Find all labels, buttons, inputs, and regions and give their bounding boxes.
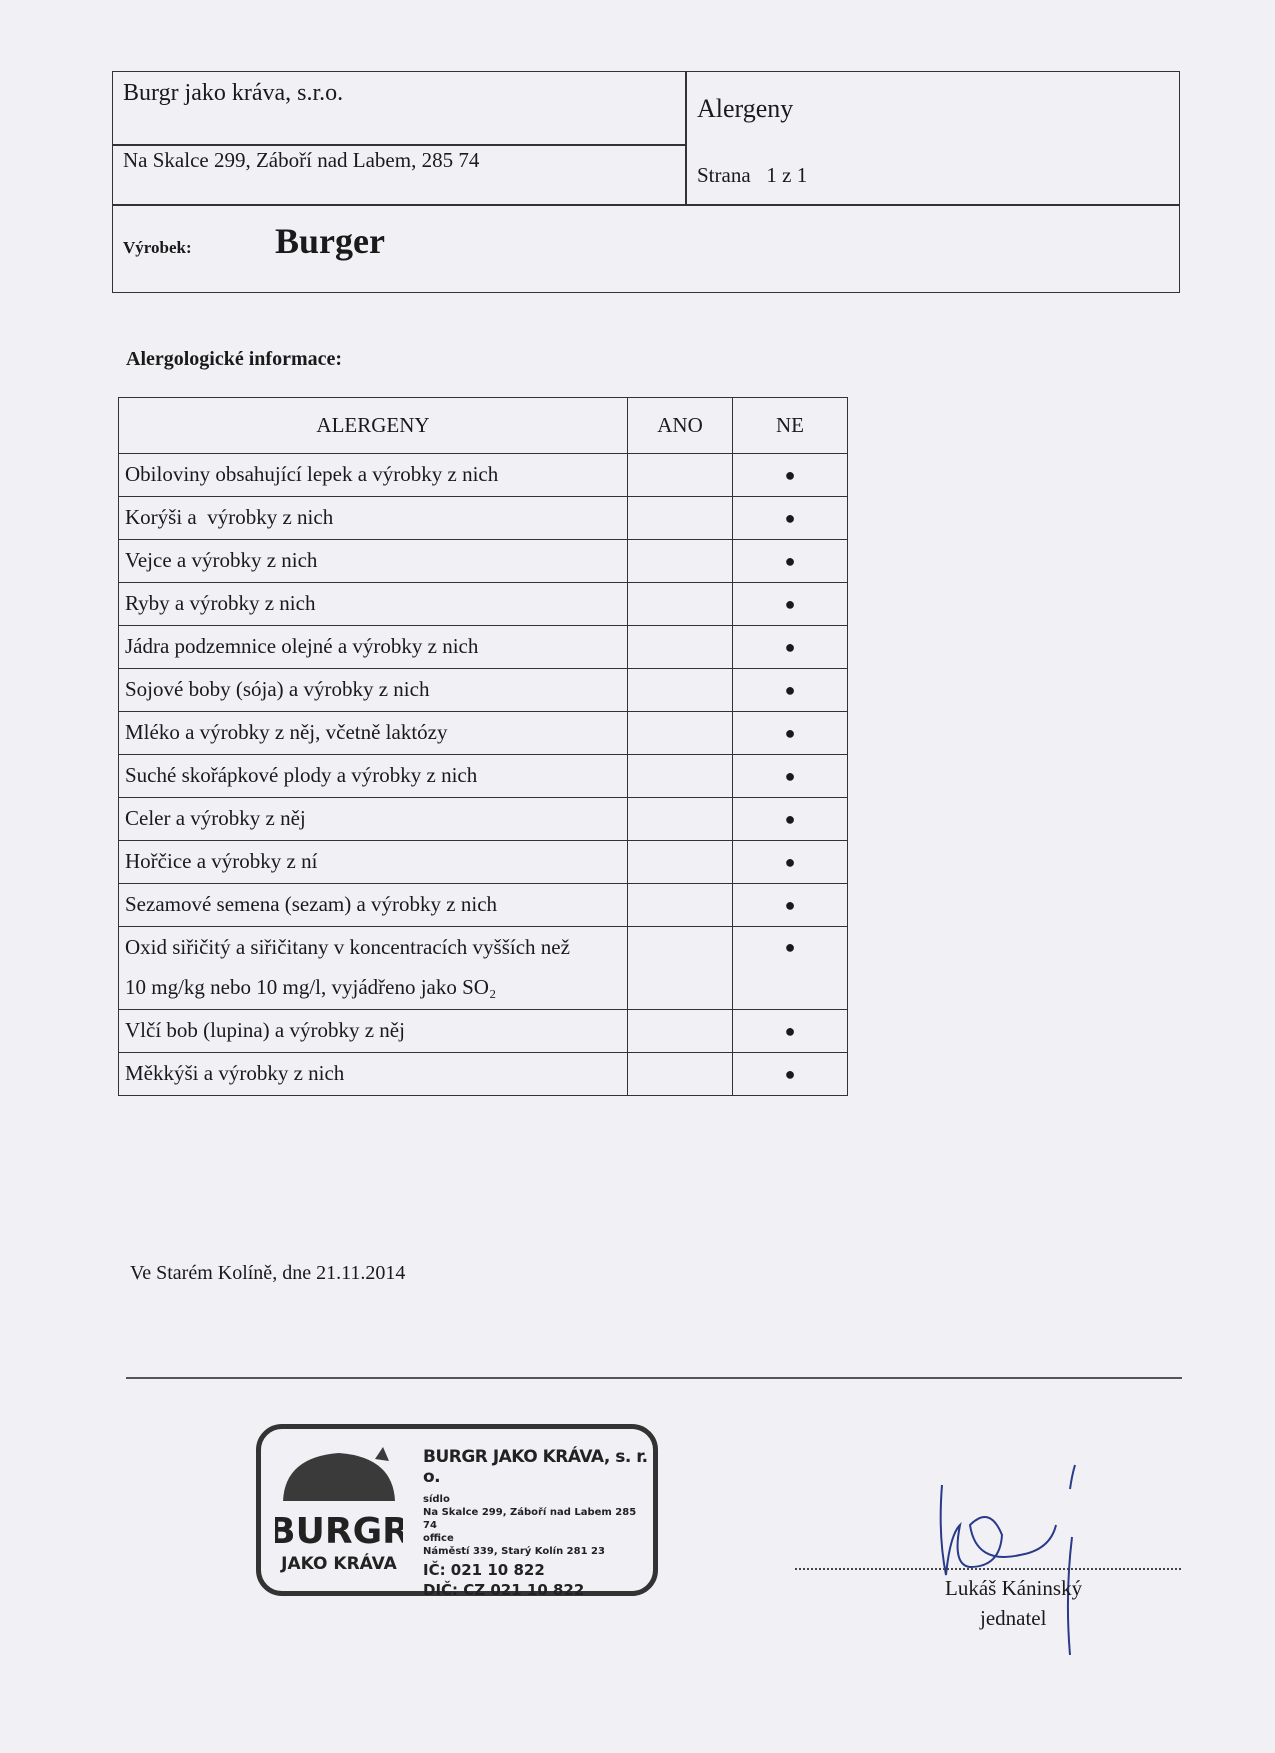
allergen-name: Mléko a výrobky z něj, včetně laktózy [119, 712, 628, 755]
stamp-dic: DIČ: CZ 021 10 822 [423, 1581, 585, 1599]
no-mark: ● [733, 798, 848, 841]
stamp-company: BURGR JAKO KRÁVA, s. r. o. [423, 1447, 648, 1487]
stamp-seat-label: sídlo [423, 1494, 450, 1505]
yes-cell [628, 669, 733, 712]
allergen-name: Vejce a výrobky z nich [119, 540, 628, 583]
table-row [119, 583, 848, 626]
allergen-name: Vlčí bob (lupina) a výrobky z něj [119, 1010, 628, 1053]
allergen-name-line2: 10 mg/kg nebo 10 mg/l, vyjádřeno jako SO₂ [125, 975, 497, 999]
no-mark: ● [733, 755, 848, 798]
yes-cell [628, 540, 733, 583]
yes-cell [628, 841, 733, 884]
logo-bottom-text: JAKO KRÁVA [281, 1554, 397, 1574]
no-mark: ● [733, 454, 848, 497]
table-row [119, 927, 848, 1010]
allergen-name: Celer a výrobky z něj [119, 798, 628, 841]
table-row [119, 798, 848, 841]
table-row [119, 454, 848, 497]
company-stamp [256, 1424, 658, 1599]
yes-cell [628, 927, 733, 1010]
allergen-name: Suché skořápkové plody a výrobky z nich [119, 755, 628, 798]
no-mark: ● [733, 927, 848, 1010]
company-name: Burgr jako kráva, s.r.o. [123, 80, 344, 106]
section-title: Alergologické informace: [126, 348, 343, 370]
allergen-name: Jádra podzemnice olejné a výrobky z nich [119, 626, 628, 669]
document-title: Alergeny [697, 94, 794, 123]
col-header-yes: ANO [628, 398, 733, 454]
no-mark: ● [733, 884, 848, 927]
yes-cell [628, 626, 733, 669]
no-mark: ● [733, 841, 848, 884]
burger-logo-icon [275, 1443, 403, 1578]
table-row [119, 1010, 848, 1053]
yes-cell [628, 497, 733, 540]
stamp-text [423, 1447, 653, 1600]
allergen-name: Korýši a výrobky z nich [119, 497, 628, 540]
table-row [119, 712, 848, 755]
yes-cell [628, 884, 733, 927]
stamp-seat: Na Skalce 299, Záboří nad Labem 285 74 [423, 1507, 637, 1531]
allergen-name: Měkkýši a výrobky z nich [119, 1053, 628, 1096]
signature-line [795, 1568, 1181, 1570]
place-and-date: Ve Starém Kolíně, dne 21.11.2014 [130, 1262, 406, 1284]
allergen-table [118, 397, 848, 1096]
allergen-name-line1: Oxid siřičitý a siřičitany v koncentracích vyšších než [125, 935, 570, 959]
table-row [119, 841, 848, 884]
allergen-name: Hořčice a výrobky z ní [119, 841, 628, 884]
table-row [119, 540, 848, 583]
stamp-ic: IČ: 021 10 822 [423, 1561, 545, 1579]
no-mark: ● [733, 712, 848, 755]
yes-cell [628, 755, 733, 798]
allergen-name: Ryby a výrobky z nich [119, 583, 628, 626]
col-header-no: NE [733, 398, 848, 454]
stamp-office-label: office [423, 1533, 454, 1544]
page-number: Strana 1 z 1 [697, 163, 808, 187]
no-mark: ● [733, 1010, 848, 1053]
table-row [119, 755, 848, 798]
yes-cell [628, 454, 733, 497]
allergen-name: Obiloviny obsahující lepek a výrobky z nich [119, 454, 628, 497]
product-name: Burger [275, 221, 385, 261]
no-mark: ● [733, 626, 848, 669]
product-label: Výrobek: [123, 238, 192, 257]
stamp-office: Náměstí 339, Starý Kolín 281 23 [423, 1546, 605, 1557]
signer-role: jednatel [980, 1606, 1047, 1630]
yes-cell [628, 798, 733, 841]
table-row [119, 1053, 848, 1096]
logo-top-text: BURGR [275, 1511, 403, 1552]
header-box [112, 71, 1180, 293]
table-header-row [119, 398, 848, 454]
col-header-allergens: ALERGENY [119, 398, 628, 454]
no-mark: ● [733, 1053, 848, 1096]
table-row [119, 669, 848, 712]
allergen-name: Sojové boby (sója) a výrobky z nich [119, 669, 628, 712]
no-mark: ● [733, 497, 848, 540]
table-row [119, 884, 848, 927]
yes-cell [628, 1053, 733, 1096]
no-mark: ● [733, 583, 848, 626]
table-row [119, 626, 848, 669]
yes-cell [628, 712, 733, 755]
yes-cell [628, 1010, 733, 1053]
company-address: Na Skalce 299, Záboří nad Labem, 285 74 [123, 148, 480, 172]
allergen-name [119, 927, 628, 1010]
signer-name: Lukáš Káninský [945, 1576, 1083, 1600]
table-row [119, 497, 848, 540]
yes-cell [628, 583, 733, 626]
no-mark: ● [733, 540, 848, 583]
allergen-name: Sezamové semena (sezam) a výrobky z nich [119, 884, 628, 927]
no-mark: ● [733, 669, 848, 712]
divider [126, 1377, 1182, 1379]
